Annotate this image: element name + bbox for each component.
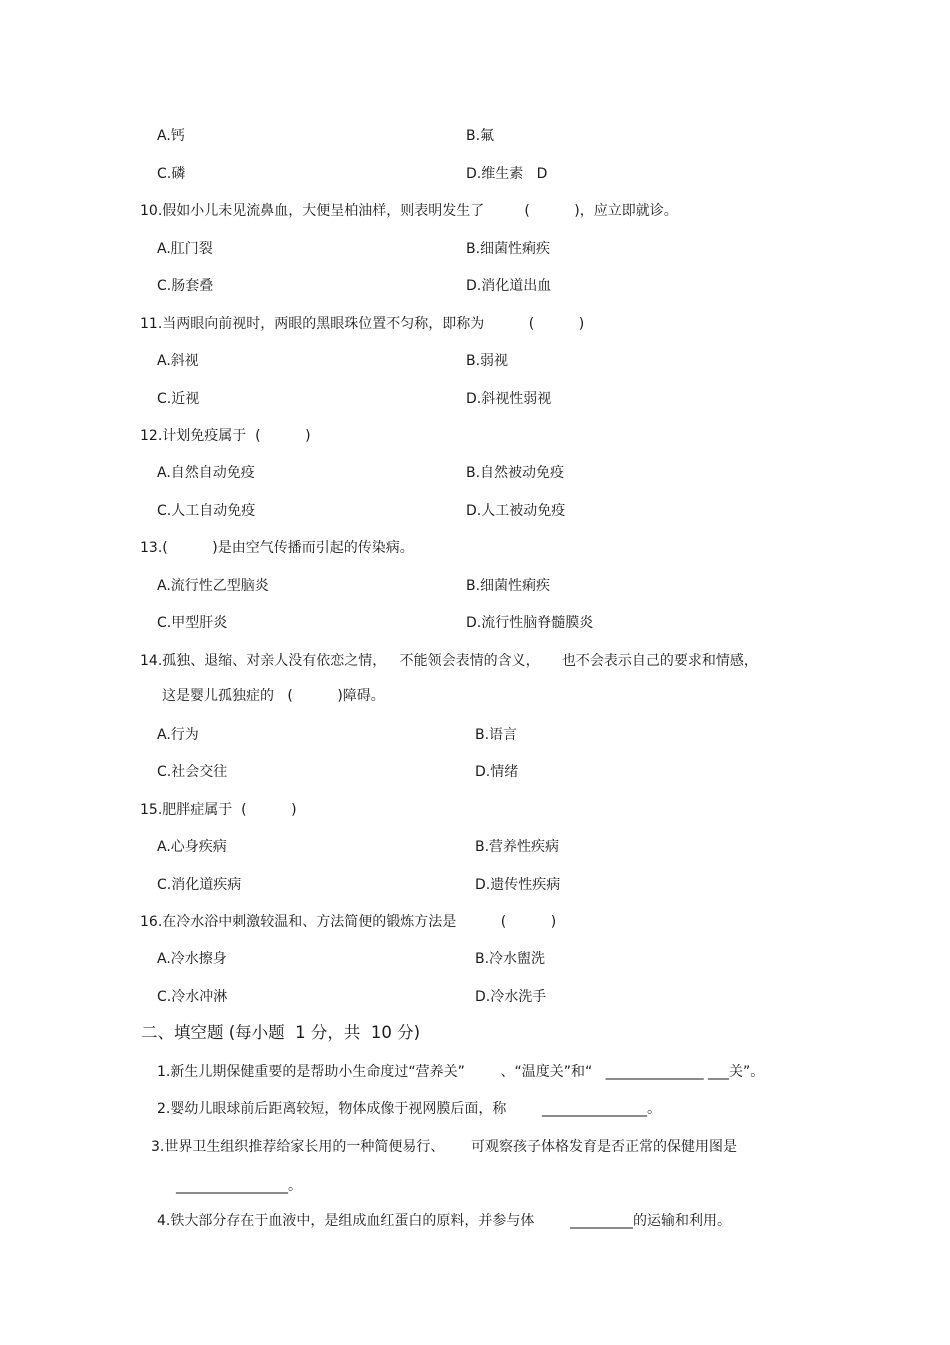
fill-blank-3-line2: ________________。 <box>176 1178 302 1194</box>
q15-option-d: D.遗传性疾病 <box>475 877 561 893</box>
q12-option-a: A.自然自动免疫 <box>157 465 255 481</box>
question-12-stem: 12.计划免疫属于 ( ) <box>140 428 311 444</box>
q11-option-a: A.斜视 <box>157 353 199 369</box>
q15-option-b: B.营养性疾病 <box>475 839 560 855</box>
q14-option-d: D.情绪 <box>475 764 519 780</box>
q15-option-c: C.消化道疾病 <box>157 877 242 893</box>
q16-option-c: C.冷水冲淋 <box>157 989 228 1005</box>
q13-option-b: B.细菌性痢疾 <box>466 578 551 594</box>
fill-blank-3-line1: 3.世界卫生组织推荐给家长用的一种简便易行、 可观察孩子体格发育是否正常的保健用图是 <box>151 1139 738 1155</box>
q10-option-c: C.肠套叠 <box>157 278 214 294</box>
question-11-stem: 11.当两眼向前视时，两眼的黑眼珠位置不匀称，即称为 ( ) <box>140 316 585 332</box>
q14-option-b: B.语言 <box>475 727 518 743</box>
fill-blank-2: 2.婴幼儿眼球前后距离较短，物体成像于视网膜后面，称 _______________。 <box>157 1101 661 1117</box>
q12-option-b: B.自然被动免疫 <box>466 465 565 481</box>
q14-option-c: C.社会交往 <box>157 764 228 780</box>
option-a: A.钙 <box>157 128 185 144</box>
q10-option-b: B.细菌性痢疾 <box>466 241 551 257</box>
q16-option-b: B.冷水盥洗 <box>475 951 546 967</box>
q13-option-c: C.甲型肝炎 <box>157 615 228 631</box>
q14-option-a: A.行为 <box>157 727 199 743</box>
q15-option-a: A.心身疾病 <box>157 839 227 855</box>
q11-option-d: D.斜视性弱视 <box>466 391 552 407</box>
q12-option-d: D.人工被动免疫 <box>466 503 566 519</box>
question-16-stem: 16.在冷水浴中刺激较温和、方法简便的锻炼方法是 ( ) <box>140 914 557 930</box>
q11-option-c: C.近视 <box>157 391 200 407</box>
q11-option-b: B.弱视 <box>466 353 509 369</box>
question-14-stem-line1: 14.孤独、退缩、对亲人没有依恋之情， 不能领会表情的含义， 也不会表示自己的要求和情感， <box>140 653 758 669</box>
question-13-stem: 13.( )是由空气传播而引起的传染病。 <box>140 540 414 556</box>
q16-option-d: D.冷水洗手 <box>475 989 547 1005</box>
option-d: D.维生素 D <box>466 166 548 182</box>
question-10-stem: 10.假如小儿未见流鼻血，大便呈柏油样，则表明发生了 ( )，应立即就诊。 <box>140 203 678 219</box>
q13-option-a: A.流行性乙型脑炎 <box>157 578 269 594</box>
fill-blank-1: 1.新生儿期保健重要的是帮助小生命度过“营养关” 、“温度关”和“ ______________ ___关”。 <box>157 1064 765 1080</box>
fill-blank-4: 4.铁大部分存在于血液中，是组成血红蛋白的原料，并参与体 _________的运输和利用。 <box>157 1213 731 1229</box>
q10-option-a: A.肛门裂 <box>157 241 213 257</box>
section-2-heading: 二、填空题 (每小题 1 分，共 10 分) <box>141 1023 421 1042</box>
question-14-stem-line2: 这是婴儿孤独症的 ( )障碍。 <box>162 688 385 704</box>
q13-option-d: D.流行性脑脊髓膜炎 <box>466 615 594 631</box>
option-b: B.氟 <box>466 128 495 144</box>
option-c: C.磷 <box>157 166 186 182</box>
question-15-stem: 15.肥胖症属于 ( ) <box>140 802 297 818</box>
q10-option-d: D.消化道出血 <box>466 278 552 294</box>
q16-option-a: A.冷水擦身 <box>157 951 227 967</box>
q12-option-c: C.人工自动免疫 <box>157 503 256 519</box>
